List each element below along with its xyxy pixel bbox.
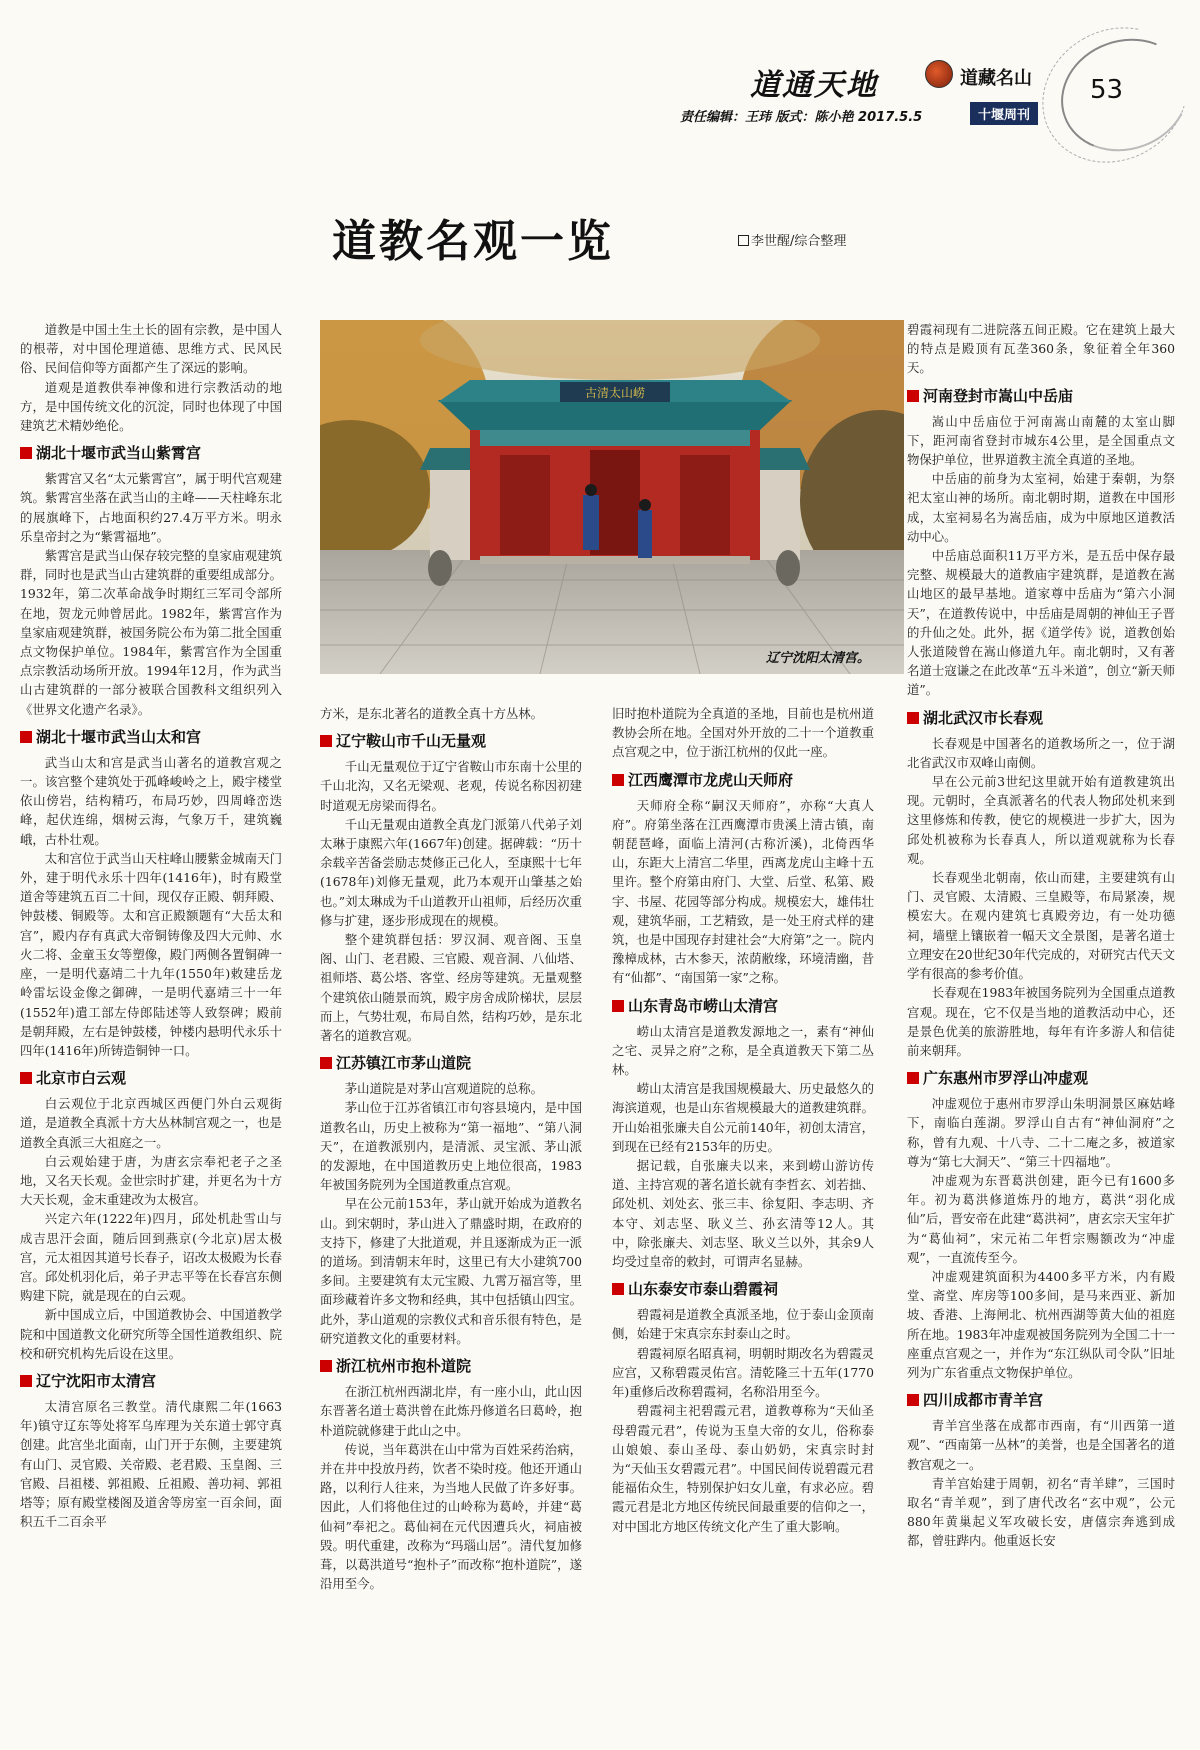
paragraph: 新中国成立后，中国道教协会、中国道教学院和中国道教文化研究所等全国性道教组织、院校和研究机构先后设在这里。 xyxy=(20,1307,282,1361)
paragraph: 长春观在1983年被国务院列为全国重点道教宫观。现在，它不仅是当地的道教活动中心，还是景色优美的旅游胜地，每年有许多游人和信徒前来朝拜。 xyxy=(907,985,1175,1058)
red-square-icon xyxy=(907,1394,919,1406)
byline-box-icon xyxy=(738,235,749,246)
red-square-icon xyxy=(320,1360,332,1372)
section-heading xyxy=(320,731,582,751)
text-column-1 xyxy=(20,320,282,1740)
red-square-icon xyxy=(612,1000,624,1012)
article-title: 道教名观一览 xyxy=(332,216,614,267)
red-square-icon xyxy=(907,390,919,402)
section-heading xyxy=(20,1371,282,1391)
text-column-3 xyxy=(612,704,874,1740)
paragraph: 白云观位于北京西城区西便门外白云观街道，是道教全真派十方大丛林制宫观之一，也是道教全真派三大祖庭之一。 xyxy=(20,1096,282,1150)
paragraph: 千山无量观位于辽宁省鞍山市东南十公里的千山北沟，又名无梁观、老观，传说名称因初建时道观无房梁而得名。 xyxy=(320,759,582,813)
section-heading-text: 湖北武汉市长春观 xyxy=(923,708,1044,727)
paragraph: 早在公元前153年，茅山就开始成为道教名山。到宋朝时，茅山进入了鼎盛时期，在政府的支持下，修建了大批道观，并且逐渐成为正一派的道场。到清朝末年时，这里已有大小建筑700多间。主要建筑有太元宝殿、九霄万福宫等，里面珍藏着许多文物和经典，其中包括镇山四宝。此外，茅山道观的宗教仪式和音乐很有特色，是研究道教文化的重要材料。 xyxy=(320,1196,582,1346)
text-column-4 xyxy=(907,320,1175,1740)
paragraph-continued: 旧时抱朴道院为全真道的圣地，目前也是杭州道教协会所在地。全国对外开放的二十一个道教重点宫观之中，位于浙江杭州的仅此一座。 xyxy=(612,706,874,760)
section-heading xyxy=(612,770,874,790)
section-heading-text: 山东青岛市崂山太清宫 xyxy=(628,996,779,1015)
section-heading xyxy=(907,1068,1175,1088)
paragraph: 兴定六年(1222年)四月，邱处机赴雪山与成吉思汗会面，随后回到燕京(今北京)居太极宫，元太祖因其道号长春子，诏改太极殿为长春宫。邱处机羽化后，弟子尹志平等在长春宫东侧购建下院，就是现在的白云观。 xyxy=(20,1211,282,1304)
paragraph: 千山无量观由道教全真龙门派第八代弟子刘太琳于康熙六年(1667年)创建。据碑载：“历十余载辛苦备尝励志焚修正己化人，至康熙十七年(1678年)刘修无量观，此乃本观开山肇基之始也。”刘太琳成为千山道教开山祖师，后经历次重修与扩建，逐步形成现在的规模。 xyxy=(320,816,582,928)
paragraph: 紫霄宫是武当山保存较完整的皇家庙观建筑群，同时也是武当山古建筑群的重要组成部分。1932年，第二次革命战争时期红三军司令部所在地，贺龙元帅曾居此。1982年，紫霄宫作为皇家庙观建筑群，被国务院公布为第二批全国重点文物保护单位。1984年，紫霄宫作为全国重点宗教活动场所开放。1994年12月，作为武当山古建筑群的一部分被联合国教科文组织列入《世界文化遗产名录》。 xyxy=(20,548,282,717)
paragraph: 道观是道教供奉神像和进行宗教活动的地方，是中国传统文化的沉淀，同时也体现了中国建筑艺术精妙绝伦。 xyxy=(20,379,282,434)
paragraph: 碧霞祠原名昭真祠，明朝时期改名为碧霞灵应宫，又称碧霞灵佑宫。清乾隆三十五年(1770年)重修后改称碧霞祠，名称沿用至今。 xyxy=(612,1345,874,1400)
red-square-icon xyxy=(20,447,32,459)
paragraph: 在浙江杭州西湖北岸，有一座小山，此山因东晋著名道士葛洪曾在此炼丹修道名曰葛岭，抱朴道院就修建于此山之中。 xyxy=(320,1384,582,1438)
paragraph: 碧霞祠是道教全真派圣地，位于泰山金顶南侧，始建于宋真宗东封泰山之时。 xyxy=(612,1307,874,1342)
paragraph: 茅山位于江苏省镇江市句容县境内，是中国道教名山，历史上被称为“第一福地”、“第八洞天”，在道教派别内，是清派、灵宝派、茅山派的发源地，在中国道教历史上地位很高，1983年被国务院列为全国道教重点宫观。 xyxy=(320,1100,582,1193)
section-heading xyxy=(907,708,1175,728)
taiji-icon xyxy=(925,60,953,88)
section-heading-text: 江西鹰潭市龙虎山天师府 xyxy=(628,770,794,789)
red-square-icon xyxy=(612,1283,624,1295)
paragraph: 道教是中国土生土长的固有宗教，是中国人的根蒂，对中国伦理道德、思维方式、民风民俗、民间信仰等方面都产生了深远的影响。 xyxy=(20,322,282,376)
text-column-2 xyxy=(320,704,582,1740)
section-brand: 道通天地 xyxy=(750,68,878,103)
paragraph: 白云观始建于唐，为唐玄宗奉祀老子之圣地，又名天长观。金世宗时扩建，并更名为十方大天长观，金末重建改为太极宫。 xyxy=(20,1153,282,1208)
section-heading-text: 湖北十堰市武当山紫霄宫 xyxy=(36,444,202,463)
paragraph: 冲虚观位于惠州市罗浮山朱明洞景区麻姑峰下，南临白莲湖。罗浮山自古有“神仙洞府”之称，曾有九观、十八寺、二十二庵之多，被道家尊为“第七大洞天”、“第三十四福地”。 xyxy=(907,1096,1175,1169)
paragraph: 青羊宫始建于周朝，初名“青羊肆”，三国时取名“青羊观”，到了唐代改名“玄中观”，公元880年黄巢起义军攻破长安，唐僖宗奔逃到成都，曾驻跸内。他重返长安 xyxy=(907,1475,1175,1549)
section-heading xyxy=(907,1390,1175,1410)
paragraph: 太和宫位于武当山天柱峰山腰紫金城南天门外，建于明代永乐十四年(1416年)，时有殿堂道舍等建筑五百二十间，现仅存正殿、朝拜殿、钟鼓楼、铜殿等。太和宫正殿额题有“大岳太和宫”，殿内存有真武大帝铜铸像及四大元帅、水火二将、金童玉女等塑像，殿门两侧各置铜碑一座，一是明代嘉靖二十九年(1550年)敕建岳龙岭雷坛设金像之御碑，一是明代嘉靖三十一年(1552年)遣工部左侍郎陆述等人致祭碑；殿前是朝拜殿，左右是钟鼓楼，钟楼内悬明代永乐十四年(1416年)所铸造铜钟一口。 xyxy=(20,850,282,1058)
byline xyxy=(738,230,846,249)
section-heading-text: 河南登封市嵩山中岳庙 xyxy=(923,386,1074,405)
section-heading xyxy=(907,386,1175,406)
byline-text: 李世醒/综合整理 xyxy=(751,234,847,249)
paragraph: 碧霞祠主祀碧霞元君，道教尊称为“天仙圣母碧霞元君”，传说为玉皇大帝的女儿，俗称泰山娘娘、泰山圣母、泰山奶奶，宋真宗时封为“天仙玉女碧霞元君”。中国民间传说碧霞元君能福佑众生，特别保护妇女儿童，有求必应。碧霞元君是北方地区传统民间最重要的信仰之一，对中国北方地区传统文化产生了重大影响。 xyxy=(612,1403,874,1534)
paragraph: 中岳庙的前身为太室祠，始建于秦朝，为祭祀太室山神的场所。南北朝时期，道教在中国形成，太室祠易名为嵩岳庙，成为中原地区道教活动中心。 xyxy=(907,471,1175,544)
temple-photo xyxy=(320,320,904,674)
paragraph: 冲虚观建筑面积为4400多平方米，内有殿堂、斋堂、库房等100多间，是马来西亚、新加坡、香港、上海闸北、杭州西湖等黄大仙的祖庭所在地。1983年冲虚观被国务院列为全国二十一座重点宫观之一，并作为“东江纵队司令队”旧址列为广东省重点文物保护单位。 xyxy=(907,1268,1175,1380)
temple-illustration xyxy=(320,320,904,674)
paragraph: 茅山道院是对茅山宫观道院的总称。 xyxy=(344,1081,544,1097)
paragraph: 冲虚观为东晋葛洪创建，距今已有1600多年。初为葛洪修道炼丹的地方，葛洪“羽化成仙”后，晋安帝在此建“葛洪祠”，唐玄宗天宝年扩为“葛仙祠”，宋元祐二年哲宗赐额改为“冲虚观”，一直流传至今。 xyxy=(907,1172,1175,1265)
red-square-icon xyxy=(612,774,624,786)
section-heading xyxy=(20,443,282,463)
red-square-icon xyxy=(907,1072,919,1084)
section-heading-text: 北京市白云观 xyxy=(36,1069,127,1088)
paragraph: 青羊宫坐落在成都市西南，有“川西第一道观”、“西南第一丛林”的美誉，也是全国著名的道教宫观之一。 xyxy=(907,1418,1175,1472)
section-heading xyxy=(20,1068,282,1088)
paragraph: 嵩山中岳庙位于河南嵩山南麓的太室山脚下，距河南省登封市城东4公里，是全国重点文物保护单位，世界道教主流全真道的圣地。 xyxy=(907,413,1175,468)
paragraph: 武当山太和宫是武当山著名的道教宫观之一。该宫整个建筑处于孤峰峻岭之上，殿宇楼堂依山傍岩，结构精巧，布局巧妙，四周峰峦迭峰，起伏连绵，烟树云海，气象万千，建筑巍峨，古朴壮观。 xyxy=(20,754,282,847)
section-heading-text: 江苏镇江市茅山道院 xyxy=(336,1054,472,1073)
section-heading-text: 四川成都市青羊宫 xyxy=(923,1391,1044,1410)
section-heading xyxy=(612,996,874,1016)
red-square-icon xyxy=(907,712,919,724)
paragraph-continued: 碧霞祠现有二进院落五间正殿。它在建筑上最大的特点是殿顶有瓦垄360条，象征着全年360天。 xyxy=(907,322,1175,376)
red-square-icon xyxy=(20,1072,32,1084)
section-heading-text: 山东泰安市泰山碧霞祠 xyxy=(628,1280,779,1299)
section-heading-text: 湖北十堰市武当山太和宫 xyxy=(36,727,202,746)
red-square-icon xyxy=(320,1057,332,1069)
red-square-icon xyxy=(320,735,332,747)
section-heading-text: 广东惠州市罗浮山冲虚观 xyxy=(923,1069,1089,1088)
editor-info: 责任编辑：王玮 版式：陈小艳 2017.5.5 xyxy=(680,110,923,125)
section-heading xyxy=(612,1279,874,1299)
paragraph: 长春观是中国著名的道教场所之一，位于湖北省武汉市双峰山南侧。 xyxy=(907,735,1175,770)
section-heading-text: 浙江杭州市抱朴道院 xyxy=(336,1357,472,1376)
paragraph: 长春观坐北朝南，依山而建，主要建筑有山门、灵官殿、太清殿、三皇殿等，布局紧凑，规模宏大。在观内建筑七真殿旁边，有一处功德祠，墙壁上镶嵌着一幅天文全景图，是著名道士立理安在20世纪30年代完成的，对研究古代天文学有很高的参考价值。 xyxy=(907,870,1175,982)
photo-caption: 辽宁沈阳太清宫。 xyxy=(766,651,871,666)
temple-plaque: 古清太山崂 xyxy=(584,386,646,400)
paragraph: 整个建筑群包括：罗汉洞、观音阁、玉皇阁、山门、老君殿、三官殿、观音洞、八仙塔、祖师塔、葛公塔、客堂、经房等建筑。无量观整个建筑依山随景而筑，殿宇房舍成阶梯状，层层而上，气势壮观，布局自然，结构巧妙，是东北著名的道教宫观。 xyxy=(320,932,582,1044)
section-heading xyxy=(20,727,282,747)
red-square-icon xyxy=(20,731,32,743)
page-number: 53 xyxy=(1090,75,1124,105)
paragraph: 天师府全称“嗣汉天师府”，亦称“大真人府”。府第坐落在江西鹰潭市贵溪上清古镇，南朝琵琶峰，面临上清河(古称沂溪)，北倚西华山，东距大上清宫二华里，西离龙虎山主峰十五里许。整个府第由府门、大堂、后堂、私第、殿宇、书屋、花园等部分构成。规模宏大，雄伟壮观，建筑华丽，工艺精致，是一处王府式样的建筑，也是中国现存封建社会“大府第”之一。院内豫樟成林，古木参天，浓荫敝缘，环境清幽，昔有“仙都”、“南国第一家”之称。 xyxy=(612,797,874,986)
paragraph: 紫霄宫又名“太元紫霄宫”，属于明代宫观建筑。紫霄宫坐落在武当山的主峰——天柱峰东北的展旗峰下，占地面积约27.4万平方米。明永乐皇帝封之为“紫霄福地”。 xyxy=(20,471,282,544)
paragraph: 早在公元前3世纪这里就开始有道教建筑出现。元朝时，全真派著名的代表人物邱处机来到这里修炼和传教，使它的规模进一步扩大，因为邱处机被称为长春真人，所以道观就称为长春观。 xyxy=(907,774,1175,866)
section-subtitle: 道藏名山 xyxy=(960,68,1032,89)
section-heading xyxy=(320,1053,582,1073)
section-heading-text: 辽宁鞍山市千山无量观 xyxy=(336,732,487,751)
section-heading-text: 辽宁沈阳市太清宫 xyxy=(36,1371,157,1390)
paragraph: 崂山太清宫是我国规模最大、历史最悠久的海滨道观，也是山东省规模最大的道教建筑群。开山始祖张廉夫自公元前140年，初创太清宫，到现在已经有2153年的历史。 xyxy=(612,1081,874,1154)
paragraph: 据记载，自张廉夫以来，来到崂山游访传道、主持宫观的著名道长就有李哲玄、刘若拙、邱处机、刘处玄、张三丰、徐复阳、李志明、齐本守、刘志坚、耿义兰、孙玄清等12人。其中，除张廉夫、刘志坚、耿义兰以外，其余9人均受过皇帝的敕封，可谓声名显赫。 xyxy=(612,1158,874,1270)
section-heading xyxy=(320,1356,582,1376)
paragraph: 传说，当年葛洪在山中常为百姓采药治病，并在井中投放丹药，饮者不染时疫。他还开通山路，以利行人往来，为当地人民做了许多好事。因此，人们将他住过的山岭称为葛岭，并建“葛仙祠”奉祀之。葛仙祠在元代因遭兵火，祠庙被毁。明代重建，改称为“玛瑙山居”。清代复加修葺，以葛洪道号“抱朴子”而改称“抱朴道院”，遂沿用至今。 xyxy=(320,1441,582,1592)
paragraph: 太清宫原名三教堂。清代康熙二年(1663年)镇守辽东等处将军乌库理为关东道士郭守真创建。此宫坐北面南，山门开于东侧，主要建筑有山门、灵官殿、关帝殿、老君殿、玉皇阁、三官殿、吕祖楼、郭祖殿、丘祖殿、善功祠、郭祖塔等；原有殿堂楼阁及道舍等房室一百余间，面积五千二百余平 xyxy=(20,1398,282,1530)
red-square-icon xyxy=(20,1375,32,1387)
paragraph: 中岳庙总面积11万平方米，是五岳中保存最完整、规模最大的道教庙宇建筑群，是道教在嵩山地区的最早基地。道家尊中岳庙为“第六小洞天”，在道教传说中，中岳庙是周朝的神仙王子晋的升仙之处。此外，据《道学传》说，道教创始人张道陵曾在嵩山修道九年。南北朝时，又有著名道士寇谦之在此改革“五斗米道”，创立“新天师道”。 xyxy=(907,548,1175,698)
publication-badge: 十堰周刊 xyxy=(970,102,1038,125)
paragraph: 崂山太清宫是道教发源地之一，素有“神仙之宅、灵异之府”之称，是全真道教天下第二丛林。 xyxy=(612,1023,874,1078)
paragraph-continued: 方米，是东北著名的道教全真十方丛林。 xyxy=(320,706,544,721)
